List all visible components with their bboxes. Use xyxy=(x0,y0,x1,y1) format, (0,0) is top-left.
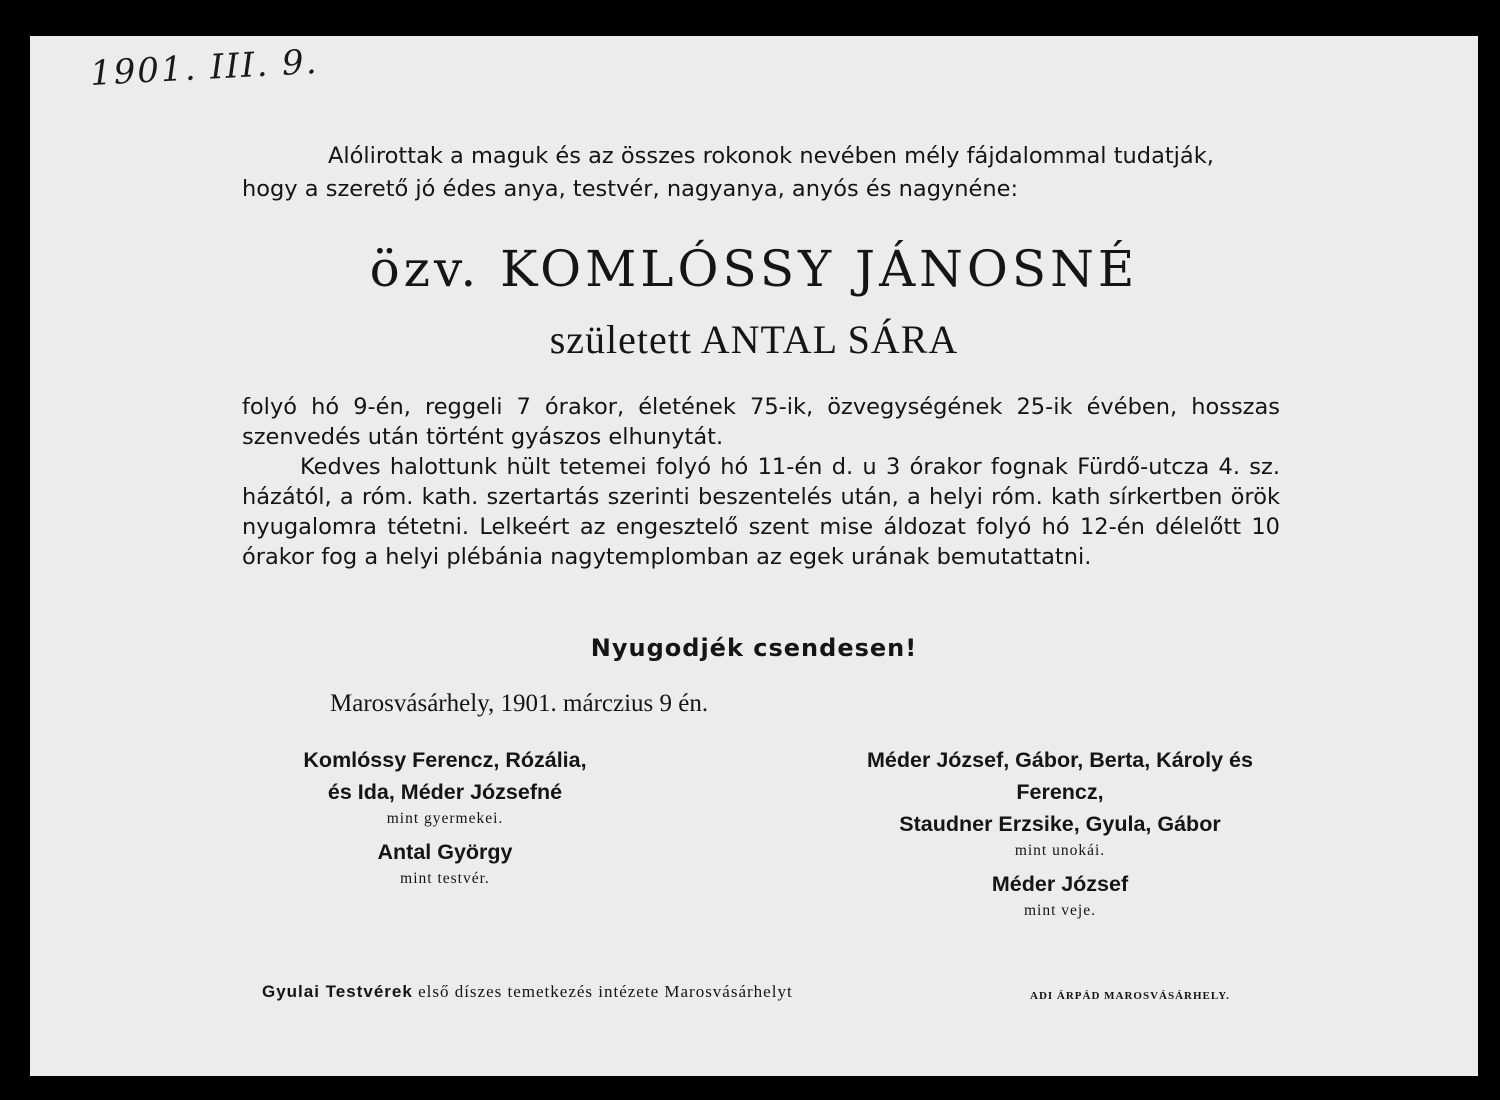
relation-label: mint veje. xyxy=(1024,902,1096,919)
body-paragraph-1: folyó hó 9-én, reggeli 7 órakor, életének 75-ik, özvegységének 25-ik évében, hosszas szenvedés után történt gyászos elhunytát. xyxy=(242,394,1280,450)
funeral-home-name: Gyulai Testvérek xyxy=(262,982,413,1001)
relation-label: mint testvér. xyxy=(400,870,490,887)
rest-in-peace-line: Nyugodjék csendesen! xyxy=(590,634,918,662)
mourners-right-column xyxy=(800,744,1320,928)
maiden-name: született ANTAL SÁRA xyxy=(549,317,959,362)
intro-line-2: hogy a szerető jó édes anya, testvér, nagyanya, anyós és nagynéne: xyxy=(242,176,1019,202)
handwritten-date-note: 1901. III. 9. xyxy=(89,42,320,94)
mourner-names: Ferencz, xyxy=(1016,780,1104,804)
notice-body xyxy=(242,392,1280,572)
mourner-names: Komlóssy Ferencz, Rózália, xyxy=(303,748,587,772)
deceased-name: özv. KOMLÓSSY JÁNOSNÉ xyxy=(369,240,1139,298)
relation-label: mint unokái. xyxy=(1014,842,1106,859)
intro-line-1: Alólirottak a maguk és az összes rokonok nevében mély fájdalommal tudatják, xyxy=(328,143,1214,169)
mourner-names: Méder József xyxy=(991,872,1129,896)
mourners-left-column xyxy=(260,744,630,896)
mourner-names: Staudner Erzsike, Gyula, Gábor xyxy=(899,812,1221,836)
relation-label: mint gyermekei. xyxy=(386,810,504,827)
place-and-date: Marosvásárhely, 1901. márczius 9 én. xyxy=(330,690,709,717)
mourner-names: és Ida, Méder Józsefné xyxy=(327,780,563,804)
intro-text xyxy=(242,140,1282,206)
mourner-names: Antal György xyxy=(377,840,513,864)
printer-imprint: ADI ÁRPÁD MAROSVÁSÁRHELY. xyxy=(1030,990,1230,1002)
mourner-names: Méder József, Gábor, Berta, Károly és xyxy=(867,748,1253,772)
funeral-home-line xyxy=(262,982,793,1002)
death-notice-sheet xyxy=(30,36,1478,1076)
body-paragraph-2: Kedves halottunk hült tetemei folyó hó 11-én d. u 3 órakor fognak Fürdő-utcza 4. sz. házától, a róm. kath. szertartás szerinti beszentelés után, a helyi róm. kath sírkertben örök nyugalomra tétetni. Lelkeért az engesztelő szent mise áldozat folyó hó 12-én délelőtt 10 órakor fog a helyi plébánia nagytemplomban az egek urának bemutattatni. xyxy=(242,454,1280,570)
funeral-home-description: első díszes temetkezés intézete Marosvásárhelyt xyxy=(412,982,793,1001)
